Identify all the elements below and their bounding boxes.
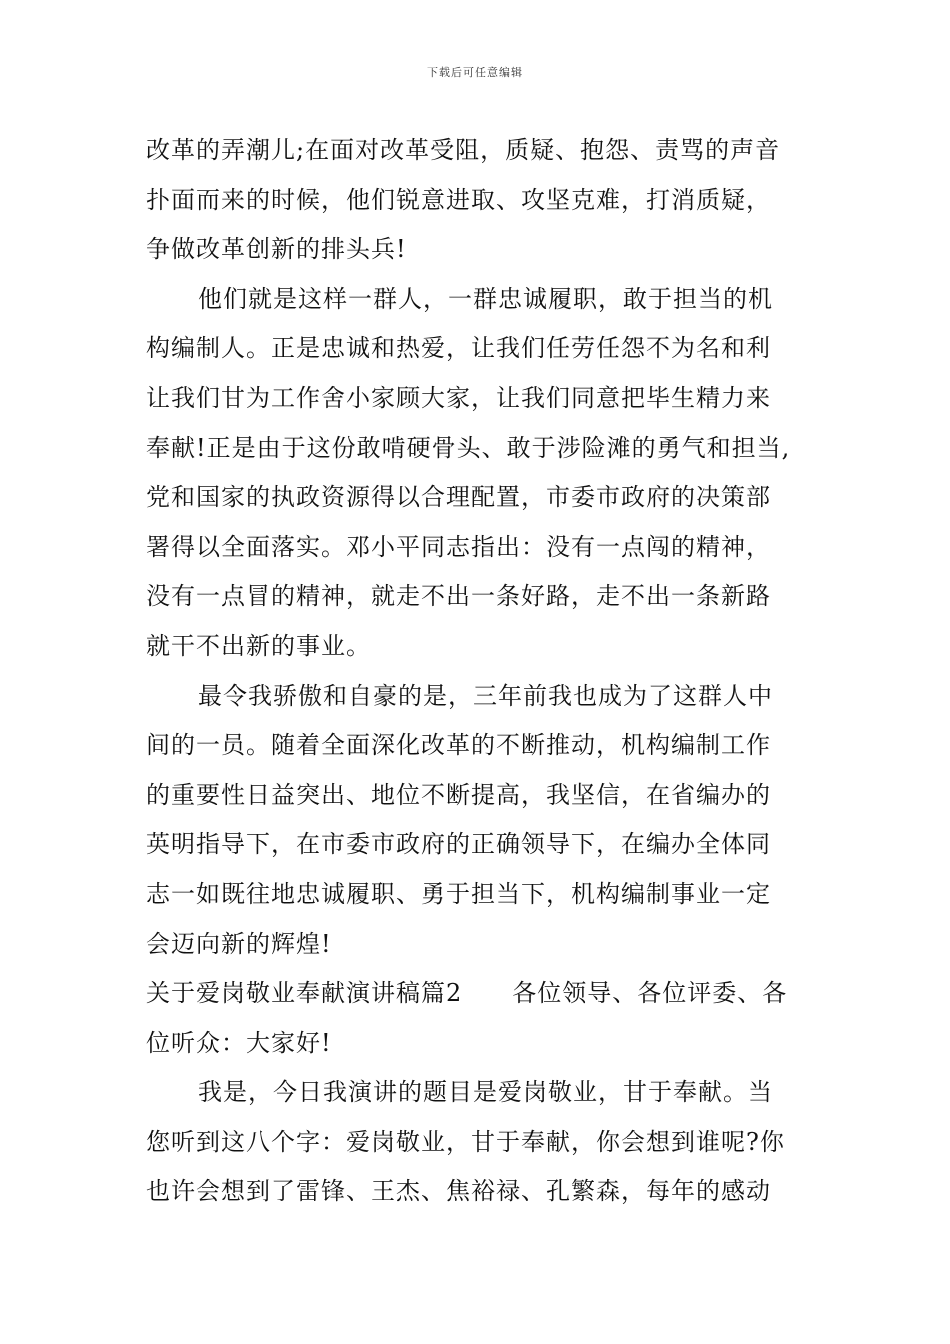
text-line: 的重要性日益突出、地位不断提高，我坚信，在省编办的 <box>146 780 771 809</box>
text-line: 奉献!正是由于这份敢啃硬骨头、敢于涉险滩的勇气和担当, <box>146 433 791 462</box>
text-line: 我是，今日我演讲的题目是爱岗敬业，甘于奉献。当 <box>198 1078 773 1107</box>
text-line: 位听众：大家好! <box>146 1028 332 1057</box>
text-line: 就干不出新的事业。 <box>146 631 371 660</box>
text-line: 署得以全面落实。邓小平同志指出：没有一点闯的精神， <box>146 532 771 561</box>
text-line: 让我们甘为工作舍小家顾大家，让我们同意把毕生精力来 <box>146 383 771 412</box>
text-line: 他们就是这样一群人，一群忠诚履职，敢于担当的机 <box>198 284 773 313</box>
text-line: 会迈向新的辉煌! <box>146 929 332 958</box>
text-line: 您听到这八个字：爱岗敬业，甘于奉献，你会想到谁呢?你 <box>146 1127 785 1156</box>
document-body <box>146 126 826 1217</box>
heading-line <box>146 969 826 1019</box>
text-line: 间的一员。随着全面深化改革的不断推动，机构编制工作 <box>146 731 771 760</box>
page-header: 下载后可任意编辑 <box>427 66 523 79</box>
section-title: 关于爱岗敬业奉献演讲稿篇2 <box>146 979 463 1008</box>
text-line: 也许会想到了雷锋、王杰、焦裕禄、孔繁森，每年的感动 <box>146 1177 771 1206</box>
text-line: 扑面而来的时候，他们锐意进取、攻坚克难，打消质疑， <box>146 185 771 214</box>
text-line: 英明指导下，在市委市政府的正确领导下，在编办全体同 <box>146 830 771 859</box>
text-line: 没有一点冒的精神，就走不出一条好路，走不出一条新路 <box>146 582 771 611</box>
text-line: 党和国家的执政资源得以合理配置，市委市政府的决策部 <box>146 483 771 512</box>
text-line: 志一如既往地忠诚履职、勇于担当下，机构编制事业一定 <box>146 879 771 908</box>
text-line: 争做改革创新的排头兵! <box>146 235 407 264</box>
greeting-start: 各位领导、各位评委、各 <box>512 979 788 1008</box>
text-line: 构编制人。正是忠诚和热爱，让我们任劳任怨不为名和利 <box>146 334 771 363</box>
text-line: 最令我骄傲和自豪的是，三年前我也成为了这群人中 <box>198 681 773 710</box>
text-line: 改革的弄潮儿;在面对改革受阻，质疑、抱怨、责骂的声音 <box>146 136 781 164</box>
